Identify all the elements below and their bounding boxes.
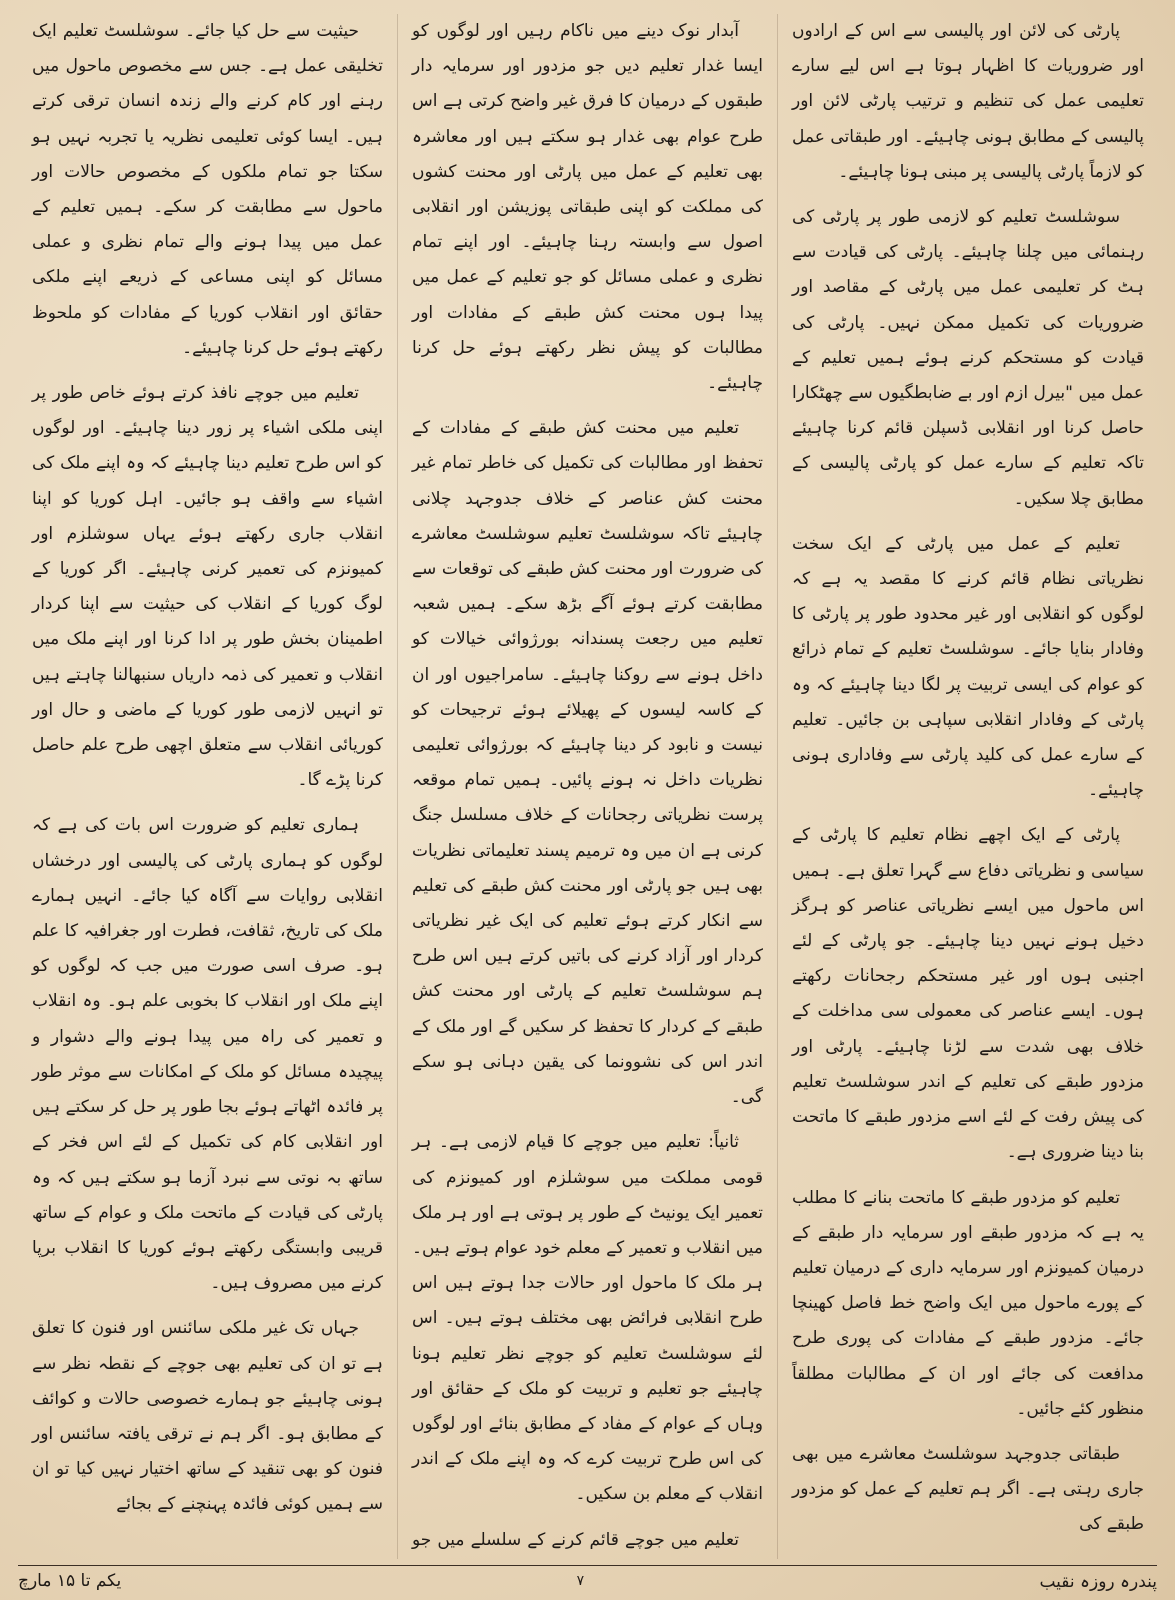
page-mark: ۷ bbox=[576, 1573, 585, 1589]
paragraph: حیثیت سے حل کیا جائے۔ سوشلسٹ تعلیم ایک تخلیقی عمل ہے۔ جس سے مخصوص ماحول میں رہنے اور کام کرنے والے زندہ انسان ترقی کرتے ہیں۔ ایسا کوئی تعلیمی نظریہ یا تجربہ نہیں ہو سکتا جو تمام ملکوں کے مخصوص حالات اور ماحول سے مطابقت کر سکے۔ ہمیں تعلیم کے عمل میں پیدا ہونے والے تمام نظری و عملی مسائل کو اپنی مساعی کے ذریعے اپنے ملکی حقائق اور انقلاب کوریا کے مفادات کو ملحوظ رکھتے ہوئے حل کرنا چاہیئے۔ bbox=[32, 21, 383, 358]
publication-name: پندرہ روزہ نقیب bbox=[1039, 1571, 1157, 1592]
paragraph: ہماری تعلیم کو ضرورت اس بات کی ہے کہ لوگوں کو ہماری پارٹی کی پالیسی اور درخشاں انقلابی روایات سے آگاہ کیا جائے۔ انہیں ہمارے ملک کی تاریخ، ثقافت، فطرت اور جغرافیہ کا علم ہو۔ صرف اسی صورت میں جب کہ لوگوں کو اپنے ملک اور انقلاب کا بخوبی علم ہو۔ وہ انقلاب و تعمیر کی راہ میں پیدا ہونے والے دشوار و پیچیدہ مسائل کو ملک کے امکانات سے موثر طور پر فائدہ اٹھاتے ہوئے بجا طور پر حل کر سکتے ہیں اور انقلابی کام کی تکمیل کے لئے اس فخر کے ساتھ بہ نوتی سے نبرد آزما ہو سکتے ہیں کہ وہ پارٹی کی قیادت کے ماتحت ملک و عوام کے ساتھ قریبی وابستگی رکھتے ہوئے کوریا کا انقلاب برپا کرنے میں مصروف ہیں۔ bbox=[32, 815, 383, 1294]
paragraph: جہاں تک غیر ملکی سائنس اور فنون کا تعلق ہے تو ان کی تعلیم بھی جوچے کے نقطہ نظر سے ہونی چاہیئے جو ہمارے خصوصی حالات و کوائف کے مطابق ہو۔ اگر ہم نے ترقی یافتہ سائنس اور فنون کو بھی تنقید کے ساتھ اختیار نہیں کیا تو ان سے ہمیں کوئی فائدہ پہنچنے کے بجائے bbox=[32, 1318, 383, 1515]
paragraph: تعلیم میں محنت کش طبقے کے مفادات کے تحفظ اور مطالبات کی تکمیل کی خاطر تمام غیر محنت کش عناصر کے خلاف جدوجہد چلانی چاہیئے تاکہ سوشلسٹ تعلیم سوشلسٹ معاشرے کی ضرورت اور محنت کش طبقے کی توقعات سے مطابقت کرتے ہوئے آگے بڑھ سکے۔ ہمیں شعبہ تعلیم میں رجعت پسندانہ بورژوائی خیالات کو داخل ہونے سے روکنا چاہیئے۔ سامراجیوں اور ان کے کاسہ لیسوں کے پھیلائے ہوئے ترجیحات کو نیست و نابود کر دینا چاہیئے کہ بورژوائی تعلیمی نظریات داخل نہ ہونے پائیں۔ ہمیں تمام موقعہ پرست نظریاتی رجحانات کے خلاف مسلسل جنگ کرنی ہے ان میں وہ ترمیم پسند تعلیماتی نظریات بھی ہیں جو پارٹی اور محنت کش طبقے کی تعلیم سے انکار کرتے ہوئے تعلیم کی ایک غیر نظریاتی کردار اور آزاد کرنے کی باتیں کرتے ہیں اس طرح ہم سوشلسٹ تعلیم کے پارٹی اور محنت کش طبقے کے کردار کا تحفظ کر سکیں گے اور ملک کے اندر اس کی نشوونما کی یقین دہانی ہو سکے گی۔ bbox=[412, 418, 763, 1108]
paragraph: پارٹی کے ایک اچھے نظام تعلیم کا پارٹی کے سیاسی و نظریاتی دفاع سے گہرا تعلق ہے۔ ہمیں اس ماحول میں ایسے نظریاتی عناصر کو ہرگز دخیل ہونے نہیں دینا چاہیئے۔ جو پارٹی کے لئے اجنبی ہوں اور غیر مستحکم رجحانات رکھتے ہوں۔ ایسے عناصر کی معمولی سی مداخلت کے خلاف بھی شدت سے لڑنا چاہیئے۔ پارٹی اور مزدور طبقے کی تعلیم کے اندر سوشلسٹ تعلیم کی پیش رفت کے لئے اسے مزدور طبقے کا ماتحت بنا دینا ضروری ہے۔ bbox=[792, 825, 1144, 1163]
paragraph: ثانیاً: تعلیم میں جوچے کا قیام لازمی ہے۔ ہر قومی مملکت میں سوشلزم اور کمیونزم کی تعمیر ایک یونیٹ کے طور پر ہوتی ہے اور ہر ملک میں انقلاب و تعمیر کے معلم خود عوام ہوتے ہیں۔ ہر ملک کا ماحول اور حالات جدا ہوتے ہیں اس طرح انقلابی فرائض بھی مختلف ہوتے ہیں۔ اس لئے سوشلسٹ تعلیم کو جوچے نظر تعلیم ہونا چاہیئے جو تعلیم و تربیت کو ملک کے حقائق اور وہاں کے عوام کے مفاد کے مطابق بنائے اور لوگوں کی اس طرح تربیت کرے کہ وہ اپنے ملک کے اندر انقلاب کے معلم بن سکیں۔ bbox=[412, 1132, 763, 1505]
column-middle bbox=[398, 14, 778, 1559]
paragraph: تعلیم کو مزدور طبقے کا ماتحت بنانے کا مطلب یہ ہے کہ مزدور طبقے اور سرمایہ دار طبقے کے درمیان کمیونزم اور سرمایہ داری کے درمیان تعلیم کے پورے ماحول میں ایک واضح خط فاصل کھینچا جائے۔ مزدور طبقے کے مفادات کی پوری طرح مدافعت کی جائے اور ان کے مطالبات مطلقاً منظور کئے جائیں۔ bbox=[792, 1187, 1144, 1419]
paragraph: طبقاتی جدوجہد سوشلسٹ معاشرے میں بھی جاری رہتی ہے۔ اگر ہم تعلیم کے عمل کو مزدور طبقے کی bbox=[792, 1443, 1144, 1535]
paragraph: تعلیم میں جوچے قائم کرنے کے سلسلے میں جو bbox=[412, 1529, 739, 1550]
paragraph: تعلیم کے عمل میں پارٹی کے ایک سخت نظریاتی نظام قائم کرنے کا مقصد یہ ہے کہ لوگوں کو انقلابی اور غیر محدود طور پر پارٹی کا وفادار بنایا جائے۔ سوشلسٹ تعلیم کے تمام ذرائع کو عوام کی ایسی تربیت پر لگا دینا چاہیئے کہ وہ پارٹی کے وفادار انقلابی سپاہی بن جائیں۔ تعلیم کے سارے عمل کی کلید پارٹی سے وفاداری ہونی چاہیئے۔ bbox=[792, 533, 1144, 801]
column-right bbox=[778, 14, 1158, 1559]
page-footer bbox=[18, 1565, 1157, 1596]
paragraph: پارٹی کی لائن اور پالیسی سے اس کے ارادوں اور ضروریات کا اظہار ہوتا ہے اس لیے سارے تعلیمی عمل کی تنظیم و ترتیب پارٹی لائن اور پالیسی کے مطابق ہونی چاہیئے۔ اور طبقاتی عمل کو لازماً پارٹی پالیسی پر مبنی ہونا چاہیئے۔ bbox=[792, 21, 1144, 182]
paragraph: آبدار نوک دینے میں ناکام رہیں اور لوگوں کو ایسا غدار تعلیم دیں جو مزدور اور سرمایہ دار طبقوں کے درمیان کا فرق غیر واضح کرتی ہے اس طرح عوام بھی غدار ہو سکتے ہیں اور معاشرہ بھی تعلیم کے عمل میں پارٹی اور محنت کشوں کی مملکت کو اپنی طبقاتی پوزیشن اور انقلابی اصول سے وابستہ رہنا چاہیئے۔ اور اپنے تمام نظری و عملی مسائل کو جو تعلیم کے عمل میں پیدا ہوں محنت کش طبقے کے مفادات اور مطالبات کو پیش نظر رکھتے ہوئے حل کرنا چاہیئے۔ bbox=[412, 21, 763, 394]
paragraph: سوشلسٹ تعلیم کو لازمی طور پر پارٹی کی رہنمائی میں چلنا چاہیئے۔ پارٹی کی قیادت سے ہٹ کر تعلیمی عمل میں پارٹی کے مقاصد اور ضروریات کی تکمیل ممکن نہیں۔ پارٹی کی قیادت کو مستحکم کرنے ہوئے ہمیں تعلیم کے عمل میں "بیرل ازم اور بے ضابطگیوں سے چھٹکارا حاصل کرنا اور انقلابی ڈسپلن قائم کرنا چاہیئے تاکہ تعلیم کے سارے عمل کو پارٹی پالیسی کے مطابق چلا سکیں۔ bbox=[792, 207, 1144, 509]
paragraph: تعلیم میں جوچے نافذ کرتے ہوئے خاص طور پر اپنی ملکی اشیاء پر زور دینا چاہیئے۔ اور لوگوں کو اس طرح تعلیم دینا چاہیئے کہ وہ اپنے ملک کی اشیاء سے واقف ہو جائیں۔ اہل کوریا کو اپنا انقلاب جاری رکھتے ہوئے یہاں سوشلزم اور کمیونزم کی تعمیر کرنی چاہیئے۔ اگر کوریا کے لوگ کوریا کے انقلاب کی حیثیت سے اپنا کردار اطمینان بخش طور پر ادا کرنا اور اپنے ملک میں انقلاب و تعمیر کی ذمہ داریاں سنبھالنا چاہتے ہیں تو انہیں لازمی طور کوریا کے ماضی و حال اور کوریائی انقلاب سے متعلق اچھی طرح علم حاصل کرنا پڑے گا۔ bbox=[32, 383, 383, 791]
issue-date: یکم تا ۱۵ مارچ bbox=[18, 1571, 122, 1591]
text-columns bbox=[18, 14, 1158, 1559]
column-left bbox=[18, 14, 398, 1559]
